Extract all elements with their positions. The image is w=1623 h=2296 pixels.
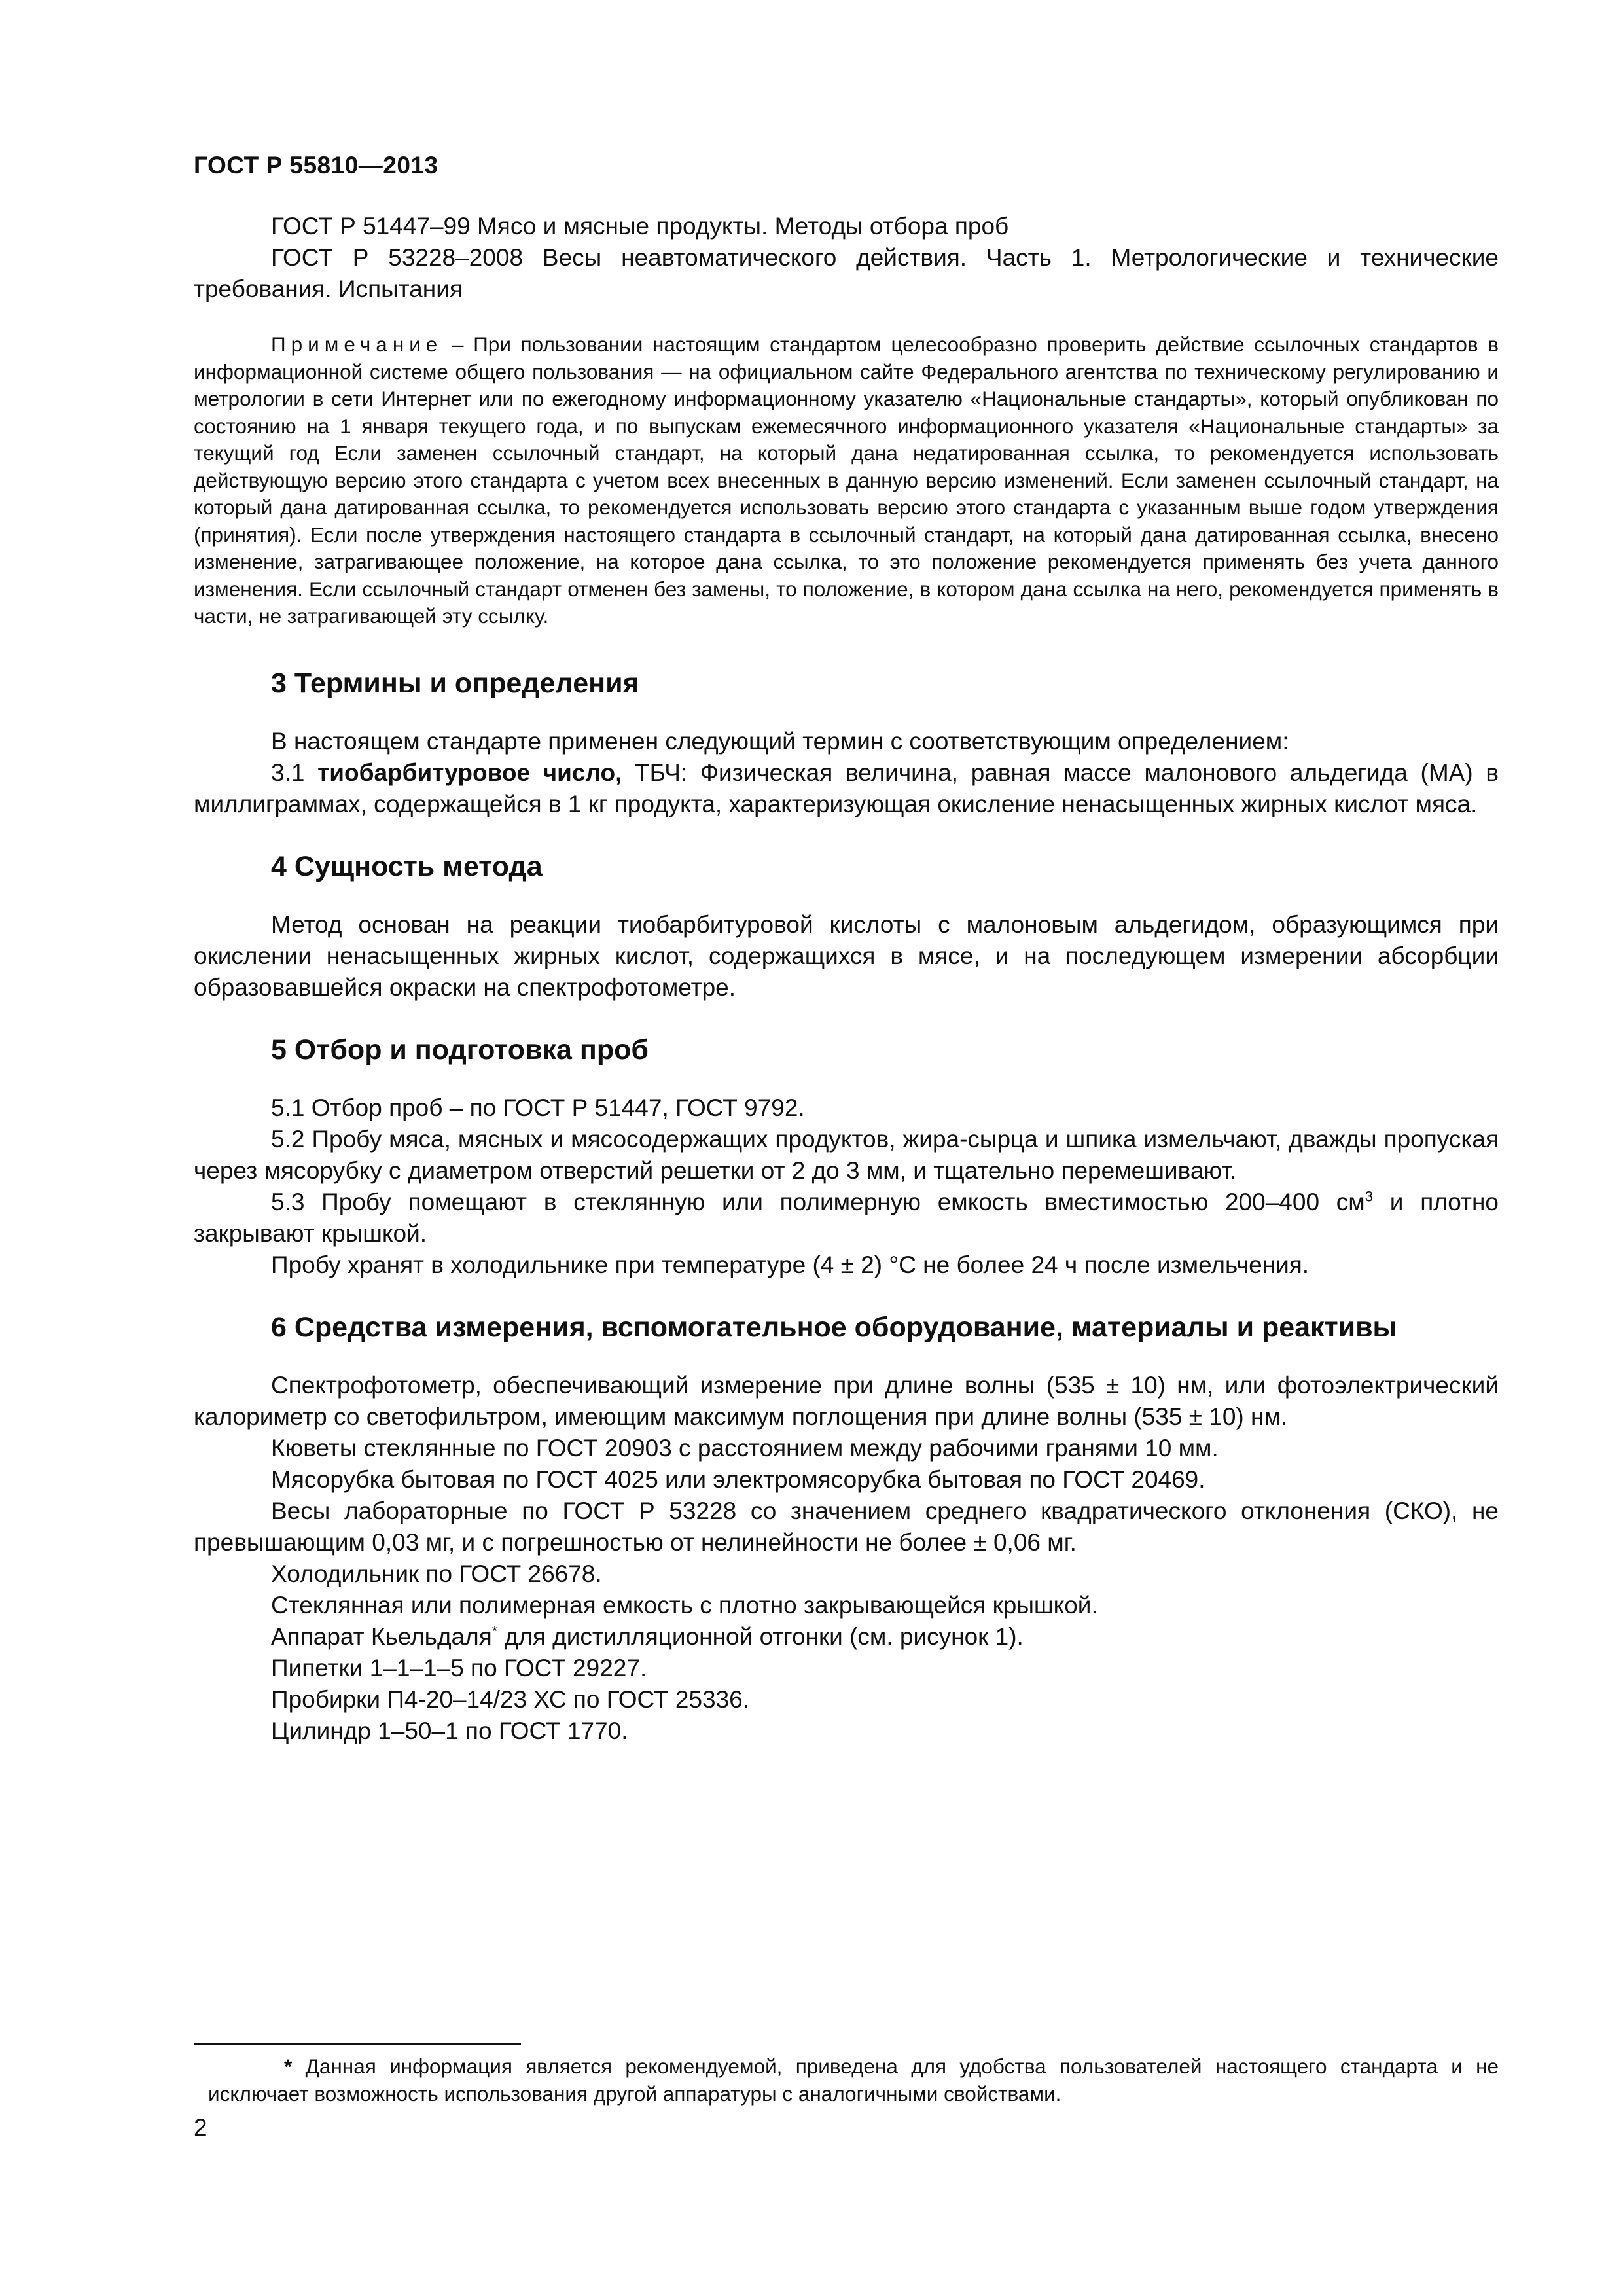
reference-item: ГОСТ Р 53228–2008 Весы неавтоматического действия. Часть 1. Метрологические и технические требования. Испытания: [194, 244, 1499, 302]
section-5-3: [194, 1187, 1499, 1249]
page-number: 2: [194, 2114, 207, 2141]
section-4-text: Метод основан на реакции тиобарбитуровой кислоты с малоновым альдегидом, образующимся при окислении ненасыщенных жирных кислот, содержащихся в мясе, и на последующем измерении абсорбции образовавшейся окраски на спектрофотометре.: [194, 910, 1499, 1001]
term-number: 3.1: [271, 759, 318, 786]
equipment-item-text: Аппарат Кьельдаля: [271, 1623, 492, 1650]
equipment-item: [194, 1621, 1499, 1653]
equipment-item: Мясорубка бытовая по ГОСТ 4025 или электромясорубка бытовая по ГОСТ 20469.: [271, 1465, 1205, 1493]
section-5-storage: Пробу хранят в холодильнике при температуре (4 ± 2) °С не более 24 ч после измельчения.: [271, 1251, 1310, 1278]
section-5-1: 5.1 Отбор проб – по ГОСТ Р 51447, ГОСТ 9792.: [271, 1094, 805, 1121]
term-definition: [194, 757, 1499, 820]
section-5-title: 5 Отбор и подготовка проб: [271, 1033, 649, 1066]
equipment-item: Пипетки 1–1–1–5 по ГОСТ 29227.: [271, 1654, 647, 1681]
note-text: – При пользовании настоящим стандартом целесообразно проверить действие ссылочных стандартов в информационной системе общего пользования — на официальном сайте Федерального агентства по техническому регулированию и метрологии в сети Интернет или по ежегодному информационному указателю «Национальные стандарты», который опубликован по состоянию на 1 января текущего года, и по выпускам ежемесячного информационного указателя «Национальные стандарты» за текущий год Если заменен ссылочный стандарт, на который дана недатированная ссылка, то рекомендуется использовать действующую версию этого стандарта с учетом всех внесенных в данную версию изменений. Если заменен ссылочный стандарт, на который дана датированная ссылка, то рекомендуется использовать версию этого стандарта с указанным выше годом утверждения (принятия). Если после утверждения настоящего стандарта в ссылочный стандарт, на который дана датированная ссылка, внесено изменение, затрагивающее положение, на которое дана ссылка, то это положение рекомендуется применять без учета данного изменения. Если ссылочный стандарт отменен без замены, то положение, в котором дана ссылка на него, рекомендуется применять в части, не затрагивающей эту ссылку.: [194, 332, 1499, 628]
section-5-3-text-end: и плотно закрывают крышкой.: [194, 1188, 1499, 1247]
section-4-title: 4 Сущность метода: [271, 850, 543, 882]
equipment-item: Холодильник по ГОСТ 26678.: [271, 1560, 602, 1587]
footnote-divider: [194, 2043, 521, 2045]
equipment-item: Стеклянная или полимерная емкость с плотно закрывающейся крышкой.: [271, 1591, 1098, 1619]
footnote-marker: *: [491, 1623, 498, 1640]
superscript: 3: [1364, 1188, 1374, 1205]
reference-item: ГОСТ Р 51447–99 Мясо и мясные продукты. Методы отбора проб: [271, 213, 1009, 240]
section-3-intro: В настоящем стандарте применен следующий термин с соответствующим определением:: [271, 727, 1289, 755]
term-definition-text: ТБЧ: Физическая величина, равная массе малонового альдегида (МА) в миллиграммах, содержащейся в 1 кг продукта, характеризующая окисление ненасыщенных жирных кислот мяса.: [194, 759, 1499, 817]
section-6-title: 6 Средства измерения, вспомогательное оборудование, материалы и реактивы: [271, 1311, 1397, 1343]
term-name: тиобарбитуровое число,: [317, 759, 622, 786]
note-paragraph: [194, 331, 1499, 630]
page-header: ГОСТ Р 55810—2013: [194, 152, 438, 179]
footnote: [208, 2053, 1499, 2108]
equipment-item: Весы лабораторные по ГОСТ Р 53228 со значением среднего квадратического отклонения (СКО), не превышающим 0,03 мг, и с погрешностью от нелинейности не более ± 0,06 мг.: [194, 1497, 1499, 1556]
page-content: [194, 211, 1499, 1747]
equipment-item: Спектрофотометр, обеспечивающий измерение при длине волны (535 ± 10) нм, или фотоэлектрический калориметр со светофильтром, имеющим максимум поглощения при длине волны (535 ± 10) нм.: [194, 1371, 1499, 1430]
section-3-title: 3 Термины и определения: [271, 667, 639, 699]
section-5-2: 5.2 Пробу мяса, мясных и мясосодержащих продуктов, жира-сырца и шпика измельчают, дважды пропуская через мясорубку с диаметром отверстий решетки от 2 до 3 мм, и тщательно перемешивают.: [194, 1125, 1499, 1184]
equipment-item: Цилиндр 1–50–1 по ГОСТ 1770.: [271, 1717, 628, 1744]
footnote-text: Данная информация является рекомендуемой, приведена для удобства пользователей настоящего стандарта и не исключает возможность использования другой аппаратуры с аналогичными свойствами.: [208, 2054, 1499, 2106]
note-label: Примечание: [271, 332, 443, 356]
equipment-item-text-end: для дистилляционной отгонки (см. рисунок 1).: [497, 1623, 1024, 1650]
equipment-item: Кюветы стеклянные по ГОСТ 20903 с расстоянием между рабочими гранями 10 мм.: [271, 1434, 1219, 1462]
section-5-3-text: 5.3 Пробу помещают в стеклянную или полимерную емкость вместимостью 200–400 см: [271, 1188, 1365, 1215]
footnote-marker-label: *: [284, 2054, 306, 2078]
equipment-item: Пробирки П4-20–14/23 ХС по ГОСТ 25336.: [271, 1685, 750, 1713]
